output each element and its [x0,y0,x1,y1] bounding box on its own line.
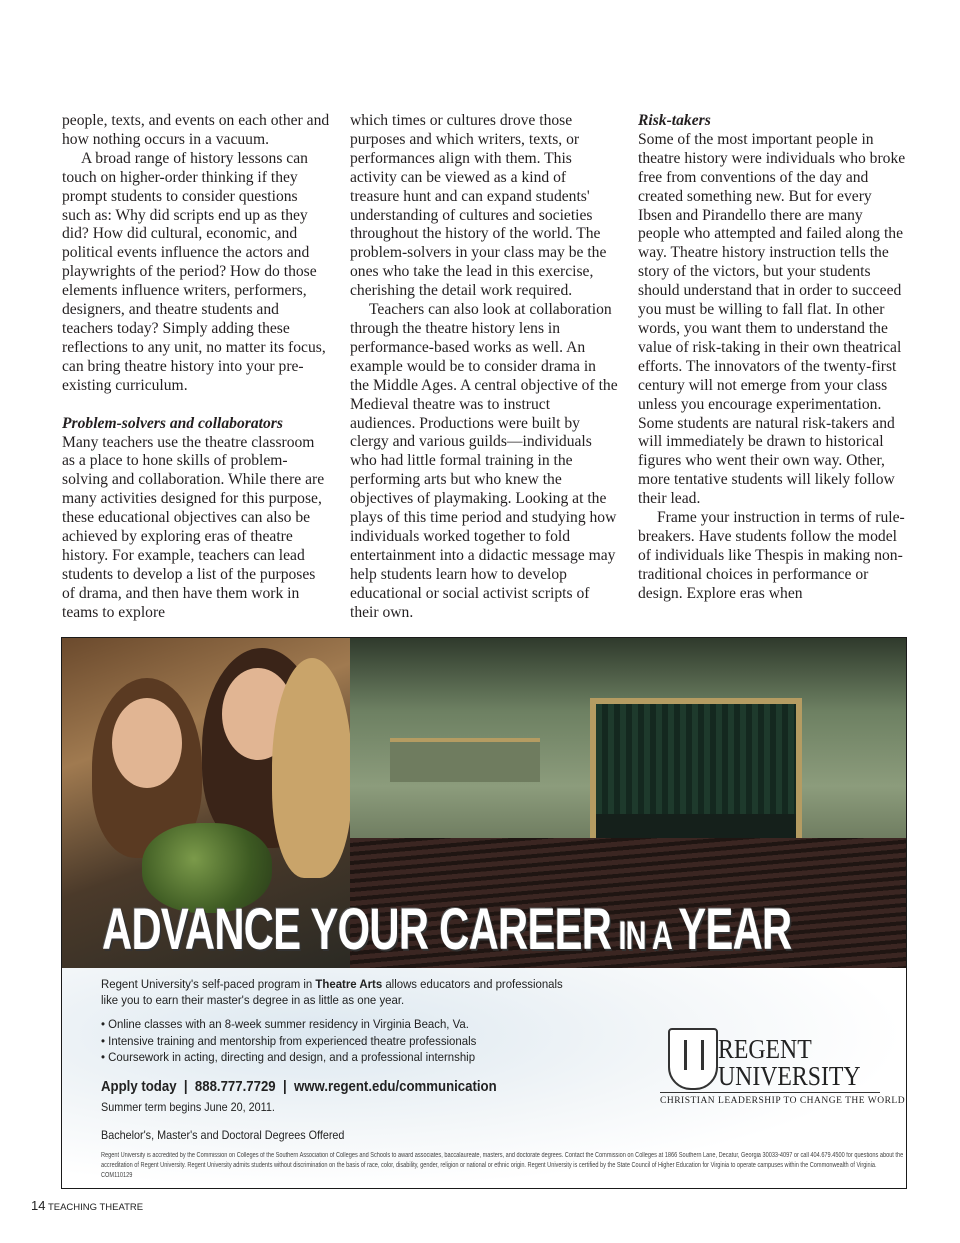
regent-crest-icon [668,1028,718,1090]
article-column-3 [638,112,906,604]
article-column-2 [350,112,618,622]
page-number: 14 [31,1198,46,1213]
regent-university-advertisement [61,637,907,1189]
degrees-offered: Bachelor's, Master's and Doctoral Degrees Offered [101,1128,345,1142]
university-logo: REGENT UNIVERSITY [718,1034,861,1091]
paragraph: Teachers can also look at collaboration through the theatre history lens in performance-based works as well. An example would be to consider drama in the Middle Ages. A central objective of the Medieval theatre was to instruct audiences. Productions were built by clergy and various guilds—individuals who had little formal training in the performing arts but who knew the objectives of playmaking. Looking at the plays of this time period and studying how individuals worked together to fold entertainment into a didactic message may help students learn how to develop educational or social activist scripts of their own. [350,301,618,621]
section-heading: Risk-takers [638,112,711,129]
ad-bullet-list [101,1016,616,1066]
accreditation-fine-print: Regent University is accredited by the Commission on Colleges of the Southern Association of Colleges and Schools to award associates, baccalaureate, masters, and doctorate degrees. Contact the Commission on Colleges at 1866 Southern Lane, Decatur, Georgia 30033-4097 or call 404.679.4500 for questions about the accreditation of Regent University. Regent University admits students without discrimination on the basis of race, color, disability, gender, religion or national or ethnic origin. Regent University is certified by the State Council of Higher Education for Virginia to operate campuses within the Commonwealth of Virginia. COM110129 [101,1152,904,1179]
logo-tagline: CHRISTIAN LEADERSHIP TO CHANGE THE WORLD [660,1096,906,1106]
paragraph: Frame your instruction in terms of rule-breakers. Have students follow the model of individuals like Thespis in making non-traditional choices in performance or design. Explore eras when [638,509,905,602]
ad-headline: ADVANCE YOUR CAREER IN A YEAR [102,897,792,962]
page-folio [31,1198,143,1213]
term-start-note: Summer term begins June 20, 2011. [101,1100,275,1114]
paragraph: which times or cultures drove those purposes and which writers, texts, or performances align with them. This activity can be viewed as a kind of treasure hunt and can expand students' understanding of cultures and societies throughout the history of the world. The problem-solvers in your class may be the ones who take the lead in this exercise, cherishing the detail work required. [350,112,607,300]
list-item: • Online classes with an 8-week summer residency in Virginia Beach, Va. [101,1016,616,1033]
apply-contact-line: Apply today | 888.777.7729 | www.regent.edu/communication [101,1078,497,1095]
list-item: • Intensive training and mentorship from experienced theatre professionals [101,1033,616,1050]
section-heading: Problem-solvers and collaborators [62,414,283,432]
ad-intro: Regent University's self-paced program in Theatre Arts allows educators and professionals like you to earn their master's degree in as little as one year. [101,977,563,1007]
ad-body [62,968,907,1189]
paragraph: people, texts, and events on each other and how nothing occurs in a vacuum. [62,112,330,148]
list-item: • Coursework in acting, directing and design, and a professional internship [101,1049,616,1066]
paragraph: Many teachers use the theatre classroom as a place to hone skills of problem-solving and collaboration. While there are many activities designed for this purpose, these educational objectives can also be achieved by exploring eras of theatre history. For example, teachers can lead students to develop a list of the purposes of drama, and then have them work in teams to explore [62,433,325,621]
paragraph: A broad range of history lessons can touch on higher-order thinking if they prompt students to consider questions such as: Why did scripts end up as they did? How did cultural, economic, and political events influence the actors and playwrights of the period? How do those elements influence writers, performers, designers, and theatre students and teachers today? Simply adding these reflections to any unit, no matter its focus, can bring theatre history into your pre-existing curriculum. [62,149,326,394]
publication-name: TEACHING THEATRE [47,1202,144,1213]
paragraph: Some of the most important people in theatre history were individuals who broke free from conventions of the day and created something new. But for every Ibsen and Pirandello there are many people who attempted and failed along the way. Theatre history instruction tells the story of the victors, but your students should understand that in order to succeed you must be willing to fall flat. In other words, you want them to understand the value of risk-taking in their own theatrical efforts. The innovators of the twenty-first century will not emerge from your class unless you encourage experimentation. Some students are natural risk-takers and will immediately be drawn to historical figures who went their own way. Other, more tentative students will likely follow their lead. [638,130,906,508]
article-column-1 [62,112,330,623]
